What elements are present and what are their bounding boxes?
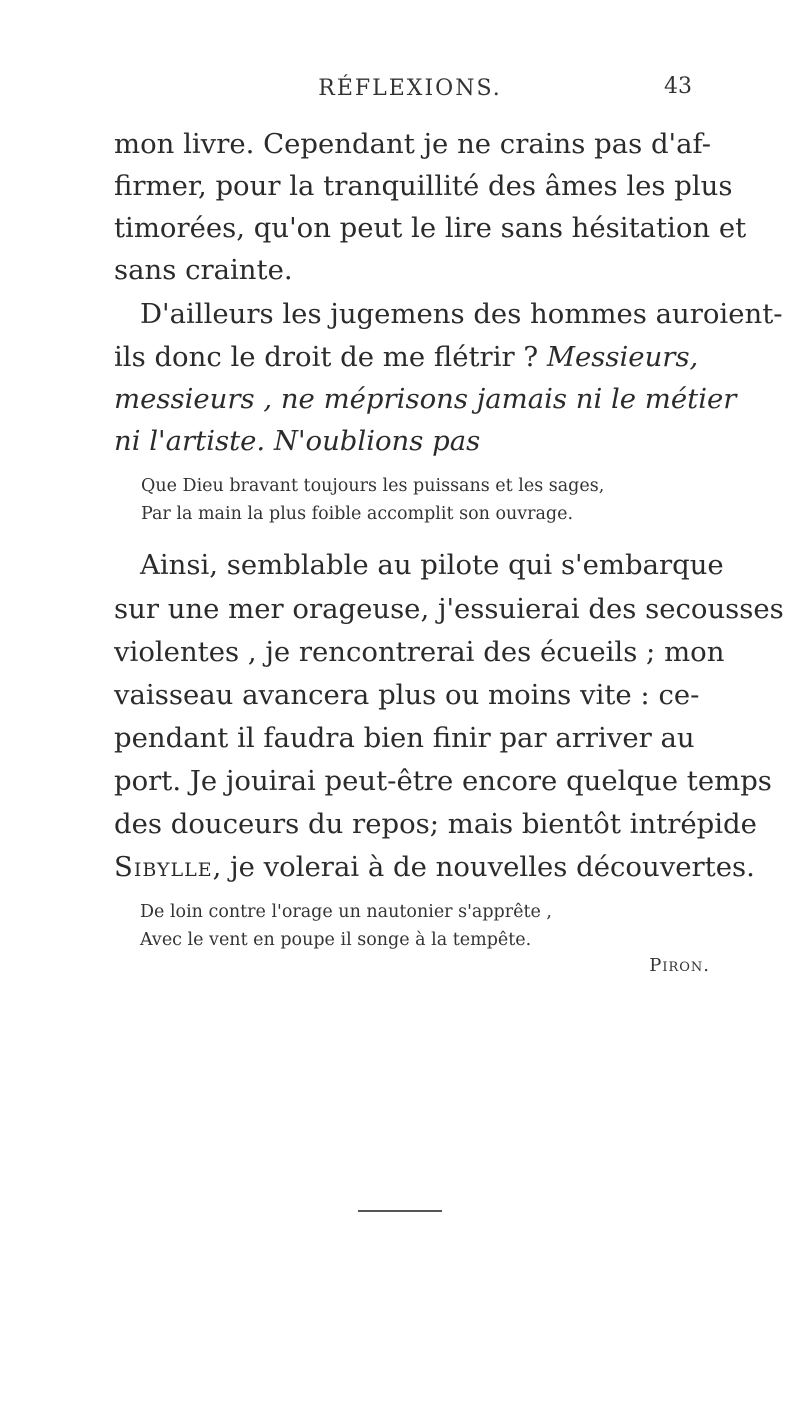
- text-line: [114, 850, 755, 884]
- verse-line: De loin contre l'orage un nautonier s'apprête ,: [140, 902, 552, 922]
- text-line: des douceurs du repos; mais bientôt intrépide: [114, 808, 757, 840]
- verse-line: Par la main la plus foible accomplit son ouvrage.: [141, 504, 574, 524]
- text-line: sur une mer orageuse, j'essuierai des secousses: [114, 593, 784, 625]
- text-span: , je volerai à de nouvelles découvertes.: [212, 851, 755, 883]
- italic-text: Messieurs,: [546, 341, 699, 373]
- text-line: [114, 340, 698, 374]
- text-line: violentes , je rencontrerai des écueils ; mon: [114, 636, 725, 668]
- text-line: mon livre. Cependant je ne crains pas d'af-: [114, 128, 711, 160]
- end-rule: [358, 1210, 442, 1212]
- text-span: ils donc le droit de me flétrir ?: [114, 341, 547, 373]
- text-line: firmer, pour la tranquillité des âmes les plus: [114, 170, 733, 202]
- text-line: sans crainte.: [114, 254, 293, 286]
- verse-line: Avec le vent en poupe il songe à la tempête.: [140, 930, 532, 950]
- text-line: pendant il faudra bien finir par arriver au: [114, 722, 695, 754]
- attribution: Piron.: [649, 955, 710, 976]
- small-caps-name: Sibylle: [114, 851, 213, 883]
- running-head: [110, 72, 710, 106]
- italic-text-line: ni l'artiste. N'oublions pas: [114, 425, 481, 457]
- running-title: RÉFLEXIONS.: [318, 76, 502, 101]
- text-line: D'ailleurs les jugemens des hommes auroient-: [140, 298, 783, 330]
- text-line: vaisseau avancera plus ou moins vite : ce-: [114, 679, 700, 711]
- text-line: Ainsi, semblable au pilote qui s'embarque: [140, 549, 724, 581]
- text-line: timorées, qu'on peut le lire sans hésitation et: [114, 212, 747, 244]
- verse-line: Que Dieu bravant toujours les puissans et les sages,: [141, 476, 605, 496]
- page-number: 43: [664, 74, 692, 99]
- italic-text-line: messieurs , ne méprisons jamais ni le métier: [114, 383, 737, 415]
- text-line: port. Je jouirai peut-être encore quelque temps: [114, 765, 772, 797]
